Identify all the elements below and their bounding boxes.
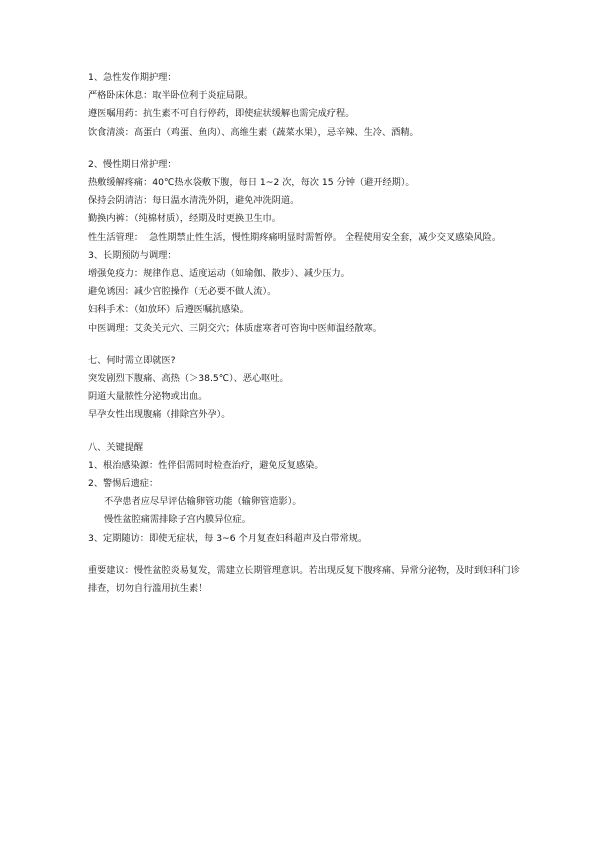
prevention-line: 增强免疫力：规律作息、适度运动（如瑜伽、散步）、减少压力。 <box>88 268 350 280</box>
key-reminders-heading: 八、关键提醒 <box>88 441 144 453</box>
section-spacer <box>88 548 528 562</box>
section-spacer <box>88 338 528 352</box>
reminder-item: 1、根治感染源：性伴侣需同时检查治疗，避免反复感染。 <box>88 459 324 471</box>
document-body <box>88 69 528 598</box>
chronic-care-line: 性生活管理： 急性期禁止性生活，慢性期疼痛明显时需暂停。 全程使用安全套，减少交叉感染风险。 <box>88 231 502 243</box>
reminder-subitem: 不孕患者应尽早评估输卵管功能（输卵管造影）。 <box>104 496 302 508</box>
when-to-see-doctor-line: 突发剧烈下腹痛、高热（＞38.5℃）、恶心呕吐。 <box>88 373 289 385</box>
section-spacer <box>88 142 528 156</box>
acute-care-heading: 1、急性发作期护理： <box>88 72 177 83</box>
section-spacer <box>88 425 528 439</box>
important-advice: 重要建议：慢性盆腔炎易复发，需建立长期管理意识。若出现反复下腹疼痛、异常分泌物，及时到妇科门诊排查，切勿自行滥用抗生素！ <box>88 564 520 595</box>
acute-care-line: 饮食清淡：高蛋白（鸡蛋、鱼肉）、高维生素（蔬菜水果），忌辛辣、生冷、酒精。 <box>88 126 419 138</box>
prevention-line: 避免诱因：减少宫腔操作（无必要不做人流）。 <box>88 286 277 298</box>
when-to-see-doctor-heading: 七、何时需立即就医? <box>88 354 176 366</box>
prevention-line: 中医调理：艾灸关元穴、三阴交穴；体质虚寒者可咨询中医师温经散寒。 <box>88 322 382 334</box>
acute-care-line: 严格卧床休息：取半卧位利于炎症局限。 <box>88 90 254 102</box>
prevention-line: 妇科手术：（如放环）后遵医嘱抗感染。 <box>88 304 249 316</box>
reminder-item: 3、定期随访：即使无症状，每 3~6 个月复查妇科超声及白带常规。 <box>88 532 368 544</box>
reminder-item: 2、警惕后遗症： <box>88 478 159 490</box>
chronic-care-line: 勤换内裤：（纯棉材质），经期及时更换卫生巾。 <box>88 213 281 225</box>
chronic-care-heading: 2、慢性期日常护理： <box>88 158 177 170</box>
reminder-subitem: 慢性盆腔痛需排除子宫内膜异位症。 <box>104 514 251 526</box>
prevention-heading: 3、长期预防与调理： <box>88 249 177 261</box>
chronic-care-line: 保持会阴清洁：每日温水清洗外阴，避免冲洗阴道。 <box>88 195 300 207</box>
chronic-care-line: 热敷缓解疼痛：40℃热水袋敷下腹，每日 1~2 次，每次 15 分钟（避开经期）。 <box>88 177 415 189</box>
when-to-see-doctor-line: 阴道大量脓性分泌物或出血。 <box>88 391 208 403</box>
when-to-see-doctor-line: 早孕女性出现腹痛（排除宫外孕）。 <box>88 409 231 421</box>
acute-care-line: 遵医嘱用药：抗生素不可自行停药，即使症状缓解也需完成疗程。 <box>88 108 355 120</box>
